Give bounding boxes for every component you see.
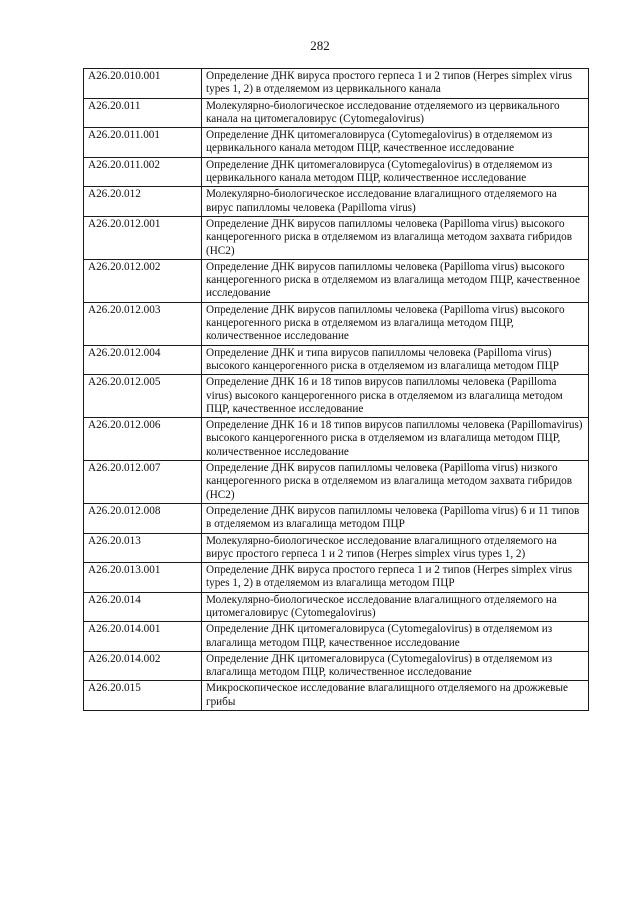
service-description: Определение ДНК цитомегаловируса (Cytomegalovirus) в отделяемом из влагалища методом ПЦР, количественное исследование (202, 651, 589, 681)
service-code: A26.20.014.001 (84, 622, 202, 652)
table-row (84, 461, 589, 504)
service-code: A26.20.014.002 (84, 651, 202, 681)
service-description: Микроскопическое исследование влагалищного отделяемого на дрожжевые грибы (202, 681, 589, 711)
table-row (84, 375, 589, 418)
service-code: A26.20.012 (84, 187, 202, 217)
service-description: Определение ДНК вирусов папилломы человека (Papilloma virus) 6 и 11 типов в отделяемом из влагалища методом ПЦР (202, 503, 589, 533)
service-description: Определение ДНК цитомегаловируса (Cytomegalovirus) в отделяемом из цервикального канала методом ПЦР, качественное исследование (202, 128, 589, 158)
table-body (84, 69, 589, 711)
table-row (84, 216, 589, 259)
service-description: Определение ДНК 16 и 18 типов вирусов папилломы человека (Papillomavirus) высокого канцерогенного риска в отделяемом из влагалища методом ПЦР, количественное исследование (202, 418, 589, 461)
service-code: A26.20.012.003 (84, 302, 202, 345)
service-description: Определение ДНК вирусов папилломы человека (Papilloma virus) высокого канцерогенного риска в отделяемом из влагалища методом захвата гибридов (НС2) (202, 216, 589, 259)
service-code: A26.20.010.001 (84, 69, 202, 99)
table-row (84, 418, 589, 461)
service-code: A26.20.012.007 (84, 461, 202, 504)
table-row (84, 128, 589, 158)
table-row (84, 563, 589, 593)
table-row (84, 187, 589, 217)
service-code: A26.20.013 (84, 533, 202, 563)
service-description: Молекулярно-биологическое исследование влагалищного отделяемого на вирус простого герпеса 1 и 2 типов (Herpes simplex virus types 1, 2) (202, 533, 589, 563)
table-row (84, 259, 589, 302)
table-row (84, 302, 589, 345)
service-description: Молекулярно-биологическое исследование отделяемого из цервикального канала на цитомегаловирус (Cytomegalovirus) (202, 98, 589, 128)
service-code: A26.20.011.002 (84, 157, 202, 187)
service-code: A26.20.011.001 (84, 128, 202, 158)
table-row (84, 157, 589, 187)
service-code: A26.20.012.001 (84, 216, 202, 259)
table-row (84, 533, 589, 563)
table-row (84, 592, 589, 622)
service-code: A26.20.014 (84, 592, 202, 622)
service-description: Определение ДНК вирусов папилломы человека (Papilloma virus) высокого канцерогенного риска в отделяемом из влагалища методом ПЦР, количественное исследование (202, 302, 589, 345)
service-description: Определение ДНК и типа вирусов папилломы человека (Papilloma virus) высокого канцерогенного риска в отделяемом из влагалища методом ПЦР (202, 345, 589, 375)
service-description: Определение ДНК цитомегаловируса (Cytomegalovirus) в отделяемом из влагалища методом ПЦР, качественное исследование (202, 622, 589, 652)
page-number: 282 (310, 38, 330, 53)
table-row (84, 622, 589, 652)
service-code: A26.20.015 (84, 681, 202, 711)
service-code: A26.20.012.004 (84, 345, 202, 375)
service-code: A26.20.012.002 (84, 259, 202, 302)
service-code: A26.20.013.001 (84, 563, 202, 593)
service-description: Определение ДНК вируса простого герпеса 1 и 2 типов (Herpes simplex virus types 1, 2) в отделяемом из цервикального канала (202, 69, 589, 99)
service-code: A26.20.012.006 (84, 418, 202, 461)
service-code: A26.20.011 (84, 98, 202, 128)
service-description: Молекулярно-биологическое исследование влагалищного отделяемого на цитомегаловирус (Cytomegalovirus) (202, 592, 589, 622)
table-row (84, 503, 589, 533)
service-codes-table (83, 68, 589, 711)
service-description: Определение ДНК вируса простого герпеса 1 и 2 типов (Herpes simplex virus types 1, 2) в отделяемом из влагалища методом ПЦР (202, 563, 589, 593)
table-row (84, 98, 589, 128)
table-row (84, 345, 589, 375)
service-description: Определение ДНК 16 и 18 типов вирусов папилломы человека (Papilloma virus) высокого канцерогенного риска в отделяемом из влагалища методом ПЦР, качественное исследование (202, 375, 589, 418)
table-row (84, 651, 589, 681)
service-description: Определение ДНК вирусов папилломы человека (Papilloma virus) низкого канцерогенного риска в отделяемом из влагалища методом захвата гибридов (НС2) (202, 461, 589, 504)
service-code: A26.20.012.005 (84, 375, 202, 418)
table-row (84, 681, 589, 711)
service-description: Определение ДНК вирусов папилломы человека (Papilloma virus) высокого канцерогенного риска в отделяемом из влагалища методом ПЦР, качественное исследование (202, 259, 589, 302)
service-description: Определение ДНК цитомегаловируса (Cytomegalovirus) в отделяемом из цервикального канала методом ПЦР, количественное исследование (202, 157, 589, 187)
service-code: A26.20.012.008 (84, 503, 202, 533)
table-row (84, 69, 589, 99)
service-description: Молекулярно-биологическое исследование влагалищного отделяемого на вирус папилломы человека (Papilloma virus) (202, 187, 589, 217)
